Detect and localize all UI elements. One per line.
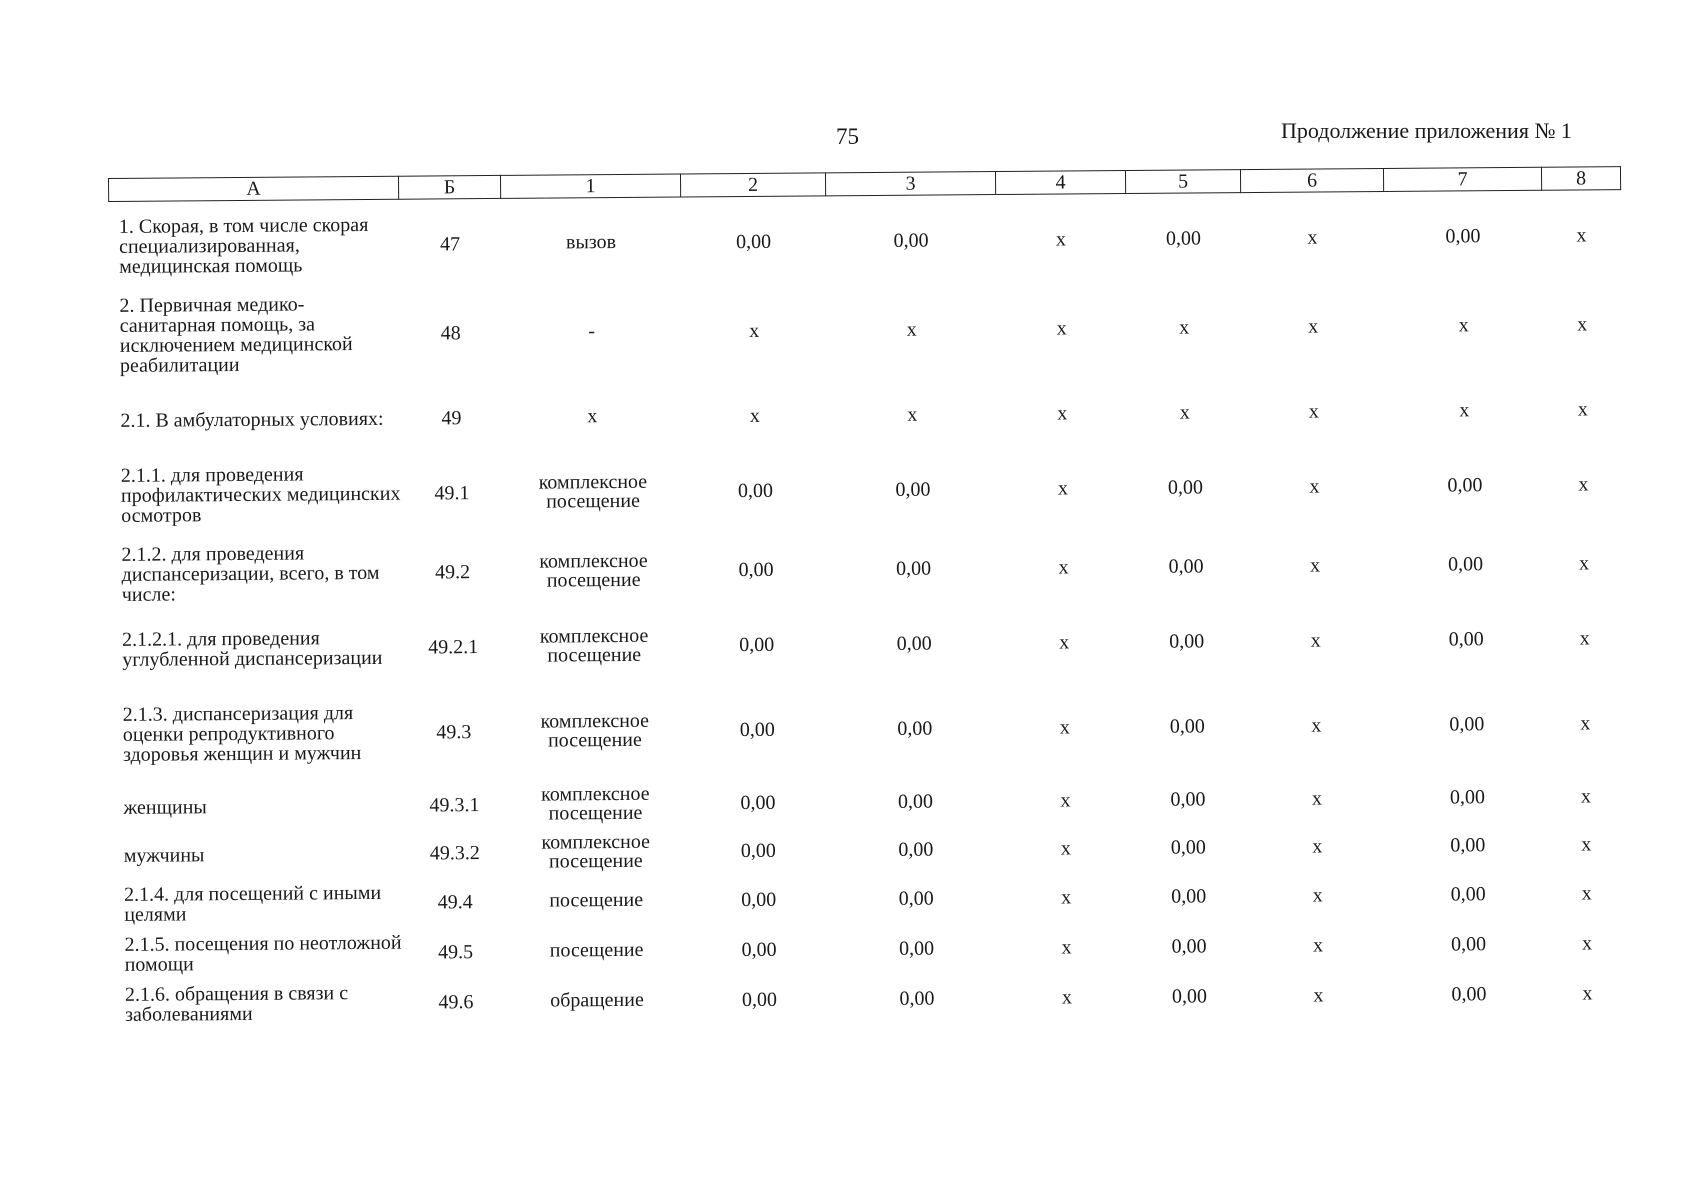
- row-code: 49: [441, 406, 462, 429]
- row-col-5: 0,00: [1171, 934, 1207, 958]
- row-name: 2.1.6. обращения в связи с заболеваниями: [124, 981, 349, 1026]
- data-table: [108, 166, 1628, 1029]
- row-col-6: x: [1309, 553, 1321, 577]
- table-row: [115, 968, 1627, 1030]
- row-col-7: 0,00: [1449, 712, 1485, 735]
- row-unit: x: [587, 405, 598, 428]
- table-row: [111, 524, 1624, 614]
- row-col-4: x: [1056, 316, 1067, 340]
- column-header-b: Б: [398, 175, 500, 199]
- row-col-3: 0,00: [896, 632, 932, 655]
- table-row: [112, 602, 1625, 686]
- row-col-4: x: [1061, 935, 1072, 959]
- row-col-2: 0,00: [740, 839, 776, 862]
- row-col-3: 0,00: [895, 478, 931, 501]
- row-col-6: x: [1310, 628, 1321, 652]
- row-code: 49.3.2: [429, 841, 480, 864]
- row-col-5: 0,00: [1165, 226, 1202, 250]
- row-unit: комплексное посещение: [539, 624, 649, 667]
- row-name: 2.1. В амбулаторных условиях:: [120, 407, 384, 432]
- column-header-2: 2: [680, 173, 825, 197]
- row-col-3: 0,00: [898, 887, 934, 910]
- row-col-5: 0,00: [1169, 714, 1205, 738]
- row-name: 2.1.2. для проведения диспансеризации, всего, в том числе:: [121, 541, 380, 606]
- column-header-5: 5: [1125, 170, 1240, 194]
- row-col-3: x: [907, 403, 918, 426]
- row-col-6: x: [1312, 933, 1324, 957]
- row-col-5: 0,00: [1167, 475, 1204, 499]
- column-header-6: 6: [1240, 168, 1383, 192]
- table-row: [109, 274, 1622, 386]
- row-col-5: x: [1179, 401, 1190, 424]
- row-name: 2.1.2.1. для проведения углубленной диспансеризации: [122, 626, 383, 671]
- row-col-6: x: [1312, 834, 1323, 858]
- row-col-8: x: [1581, 881, 1592, 904]
- row-unit: -: [588, 320, 596, 343]
- row-col-7: 0,00: [1447, 473, 1483, 496]
- row-unit: комплексное посещение: [540, 709, 650, 752]
- row-col-4: x: [1059, 630, 1070, 654]
- row-col-6: x: [1313, 983, 1324, 1007]
- row-col-2: 0,00: [741, 938, 777, 961]
- row-col-5: 0,00: [1169, 629, 1205, 653]
- row-col-4: x: [1057, 476, 1069, 500]
- row-col-2: 0,00: [735, 230, 772, 253]
- row-col-4: x: [1060, 836, 1071, 860]
- row-name: 2.1.5. посещения по неотложной помощи: [124, 931, 402, 976]
- row-col-6: x: [1309, 474, 1320, 498]
- row-col-6: x: [1307, 226, 1318, 249]
- row-col-8: x: [1580, 711, 1591, 734]
- row-col-8: x: [1577, 312, 1588, 335]
- table-row: [109, 196, 1622, 286]
- row-col-5: 0,00: [1171, 984, 1208, 1008]
- row-col-8: x: [1577, 397, 1588, 420]
- row-name: 2.1.3. диспансеризация для оценки репродуктивного здоровья женщин и мужчин: [122, 701, 362, 766]
- row-col-7: 0,00: [1450, 882, 1486, 905]
- row-col-8: x: [1582, 981, 1593, 1004]
- row-col-4: x: [1061, 985, 1073, 1009]
- row-col-2: 0,00: [739, 633, 775, 656]
- row-code: 49.3: [436, 720, 472, 743]
- row-col-7: 0,00: [1450, 932, 1487, 955]
- column-header-4: 4: [995, 171, 1125, 195]
- row-code: 48: [440, 321, 461, 344]
- row-name: мужчины: [123, 843, 205, 867]
- row-code: 49.1: [434, 481, 470, 504]
- row-col-5: 0,00: [1171, 884, 1207, 908]
- row-col-5: 0,00: [1170, 835, 1206, 859]
- row-col-4: x: [1059, 715, 1070, 739]
- row-col-7: 0,00: [1447, 552, 1484, 575]
- row-name: 2. Первичная медико-санитарная помощь, за исключением медицинской реабилитации: [119, 292, 353, 377]
- row-code: 49.2: [435, 560, 471, 583]
- table-body: [109, 190, 1627, 1030]
- row-col-2: 0,00: [741, 988, 778, 1011]
- column-header-3: 3: [825, 172, 995, 196]
- table-row: [112, 674, 1625, 784]
- row-col-5: 0,00: [1170, 787, 1206, 811]
- row-col-3: 0,00: [897, 790, 934, 813]
- row-col-2: 0,00: [739, 718, 775, 741]
- row-col-8: x: [1576, 223, 1587, 246]
- table-row: [110, 374, 1623, 456]
- row-col-6: x: [1311, 786, 1322, 810]
- row-col-2: x: [749, 404, 760, 427]
- row-code: 49.5: [438, 940, 474, 963]
- row-col-4: x: [1058, 555, 1069, 579]
- row-unit: комплексное посещение: [539, 549, 648, 592]
- row-code: 49.2.1: [428, 635, 479, 658]
- row-col-8: x: [1578, 472, 1589, 495]
- row-col-4: x: [1061, 885, 1072, 909]
- row-col-6: x: [1308, 399, 1319, 423]
- row-col-7: 0,00: [1450, 833, 1486, 856]
- row-col-5: 0,00: [1168, 554, 1204, 578]
- row-col-2: 0,00: [741, 888, 777, 911]
- row-code: 47: [439, 232, 461, 255]
- row-unit: комплексное посещение: [541, 830, 651, 873]
- row-col-7: 0,00: [1451, 982, 1487, 1005]
- column-header-7: 7: [1383, 167, 1541, 191]
- row-col-7: 0,00: [1449, 785, 1485, 808]
- appendix-continuation-label: Продолжение приложения № 1: [1281, 118, 1572, 143]
- row-col-2: 0,00: [737, 479, 774, 502]
- column-header-8: 8: [1541, 167, 1620, 191]
- row-col-5: x: [1179, 316, 1190, 339]
- row-col-6: x: [1311, 713, 1322, 737]
- row-col-2: x: [749, 319, 760, 342]
- row-col-6: x: [1312, 883, 1323, 907]
- row-name: 2.1.1. для проведения профилактических медицинских осмотров: [120, 462, 401, 527]
- row-unit: обращение: [550, 988, 644, 1012]
- row-unit: комплексное посещение: [538, 470, 648, 513]
- row-col-3: 0,00: [896, 557, 932, 580]
- row-unit: посещение: [549, 888, 644, 912]
- row-col-3: x: [906, 318, 917, 341]
- row-col-3: 0,00: [893, 229, 929, 252]
- row-col-3: 0,00: [898, 937, 935, 960]
- table-row: [111, 444, 1624, 536]
- row-name: женщины: [123, 795, 207, 819]
- page-number: 75: [836, 124, 859, 149]
- row-col-3: 0,00: [898, 838, 934, 861]
- row-code: 49.3.1: [429, 793, 480, 816]
- row-unit: посещение: [549, 938, 644, 962]
- row-name: 2.1.4. для посещений с иными целями: [124, 881, 382, 926]
- row-col-8: x: [1579, 626, 1590, 649]
- column-header-1: 1: [500, 174, 680, 198]
- row-code: 49.6: [438, 990, 474, 1013]
- row-col-8: x: [1578, 551, 1590, 574]
- row-col-8: x: [1581, 931, 1593, 954]
- row-col-7: 0,00: [1445, 224, 1481, 247]
- row-unit: комплексное посещение: [541, 782, 650, 825]
- row-unit: вызов: [565, 231, 617, 254]
- row-col-8: x: [1581, 832, 1592, 855]
- row-col-7: x: [1459, 398, 1470, 421]
- row-name: 1. Скорая, в том числе скорая специализированная, медицинская помощь: [118, 213, 369, 278]
- row-col-2: 0,00: [740, 791, 776, 814]
- row-col-6: x: [1308, 315, 1319, 338]
- row-col-7: x: [1458, 313, 1469, 336]
- row-col-3: 0,00: [899, 987, 935, 1010]
- row-code: 49.4: [437, 890, 473, 913]
- row-col-8: x: [1580, 784, 1591, 807]
- row-col-4: x: [1060, 788, 1071, 812]
- row-col-3: 0,00: [897, 717, 933, 740]
- row-col-7: 0,00: [1448, 627, 1484, 650]
- row-col-2: 0,00: [738, 558, 774, 581]
- column-header-a: А: [109, 176, 399, 201]
- row-col-4: x: [1057, 401, 1068, 425]
- row-col-4: x: [1055, 227, 1067, 251]
